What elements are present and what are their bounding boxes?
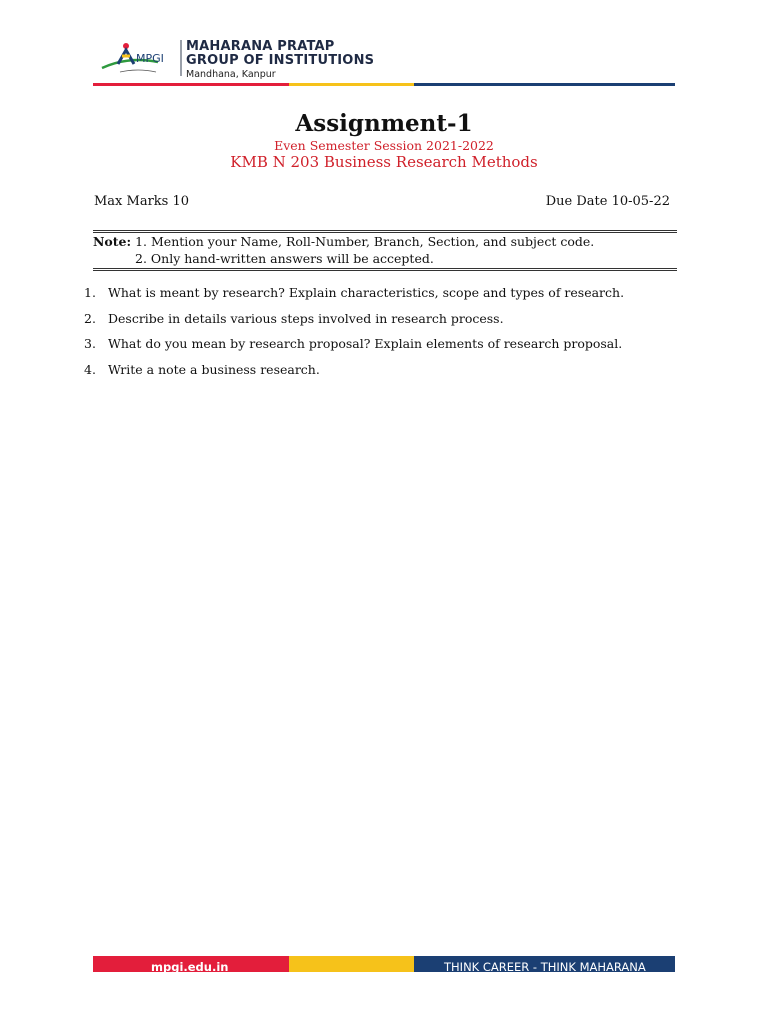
header-stripe-yellow	[289, 83, 414, 86]
course-title: KMB N 203 Business Research Methods	[230, 153, 538, 171]
note-block	[93, 233, 594, 267]
note-item-1: 1. Mention your Name, Roll-Number, Branch, Section, and subject code.	[135, 234, 595, 249]
question-number: 3.	[84, 336, 96, 351]
note-line-1	[93, 233, 594, 250]
question-item	[84, 285, 624, 311]
question-item	[84, 362, 624, 388]
logo-divider	[180, 40, 182, 76]
footer-website: mpgi.edu.in	[151, 960, 229, 974]
footer-bar-red	[93, 956, 289, 972]
note-rule-top-1	[93, 230, 677, 231]
institution-line2: GROUP OF INSTITUTIONS	[186, 53, 375, 68]
question-number: 2.	[84, 310, 96, 326]
header-stripe-navy	[414, 83, 675, 86]
page-title: Assignment-1	[295, 110, 473, 137]
footer-tagline: THINK CAREER - THINK MAHARANA	[444, 960, 646, 974]
logo-mark: MPGI	[136, 52, 164, 65]
question-text: Write a note a business research.	[108, 361, 320, 377]
footer-bar-navy	[414, 956, 675, 972]
session-text: Even Semester Session 2021-2022	[274, 138, 494, 153]
question-text: What do you mean by research proposal? Explain elements of research proposal.	[108, 336, 623, 351]
header-stripe-red	[93, 83, 289, 86]
institution-location: Mandhana, Kanpur	[186, 69, 276, 80]
institution-name	[186, 40, 374, 81]
question-list	[84, 285, 624, 387]
mpgi-logo-icon	[98, 38, 180, 78]
question-text: Describe in details various steps involved in research process.	[108, 310, 504, 326]
institution-line1: MAHARANA PRATAP	[186, 39, 335, 54]
question-text: What is meant by research? Explain characteristics, scope and types of research.	[108, 285, 625, 300]
question-item	[84, 311, 624, 337]
note-label: Note:	[93, 234, 132, 249]
question-number: 1.	[84, 285, 96, 300]
note-rule-bottom-2	[93, 270, 677, 271]
due-date: Due Date 10-05-22	[545, 194, 670, 209]
question-number: 4.	[84, 361, 96, 377]
note-rule-bottom-1	[93, 268, 677, 269]
footer-bar-yellow	[289, 956, 414, 972]
question-item	[84, 336, 624, 362]
max-marks: Max Marks 10	[94, 194, 190, 209]
note-item-2: 2. Only hand-written answers will be accepted.	[135, 251, 434, 266]
